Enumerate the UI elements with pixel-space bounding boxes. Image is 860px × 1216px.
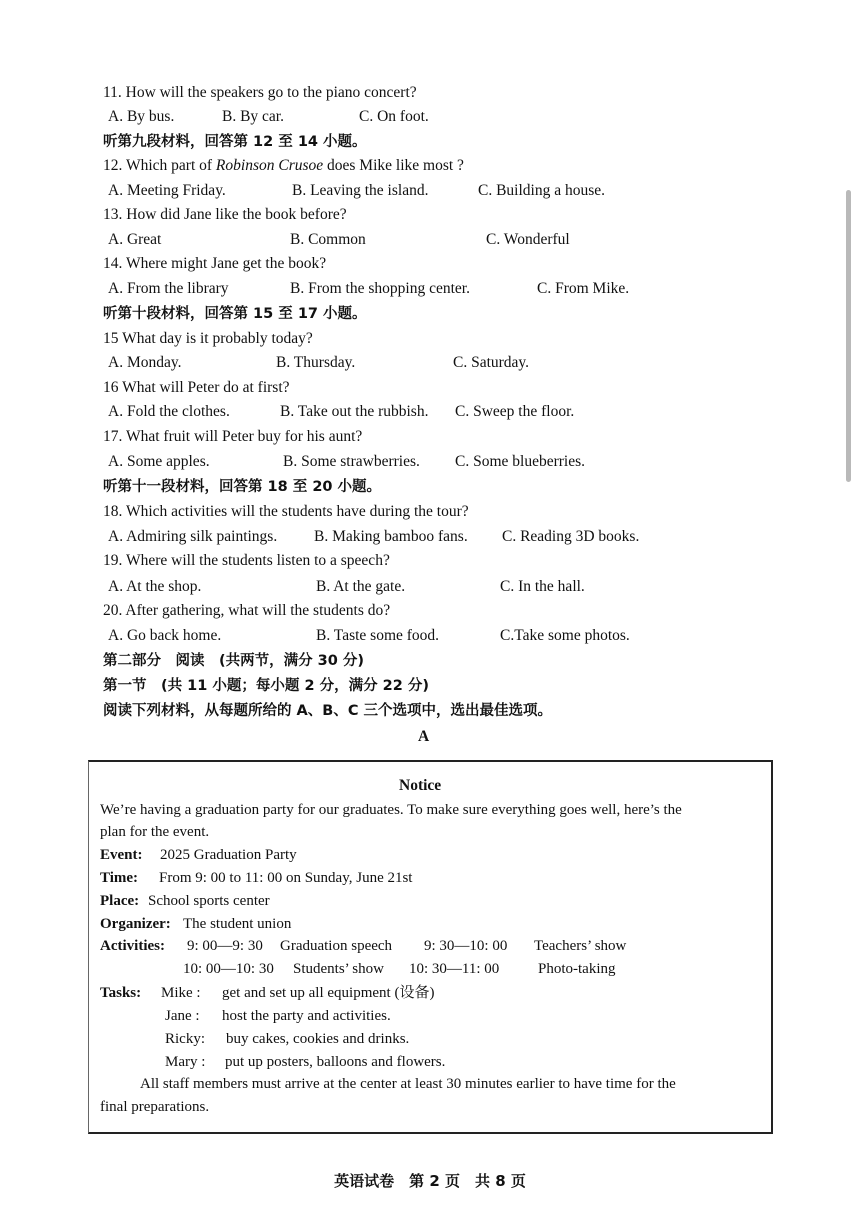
q20-option-c: C.Take some photos. [500,627,630,644]
question-11: 11. How will the speakers go to the piano concert? [103,84,417,101]
place-label: Place: [100,893,140,909]
instruction-section-9: 听第九段材料，回答第 12 至 14 小题。 [103,134,367,150]
activity-1-name: Graduation speech [280,938,393,954]
notice-intro-line1: We’re having a graduation party for our graduates. To make sure everything goes well, here’s the [100,802,682,818]
activity-2-time: 9: 30—10: 00 [424,938,508,954]
notice-closing-line2: final preparations. [100,1099,210,1115]
event-value: 2025 Graduation Party [160,847,297,863]
question-12 [103,156,464,176]
question-17: 17. What fruit will Peter buy for his aunt? [103,428,363,445]
activity-3-time: 10: 00—10: 30 [183,961,274,977]
q16-option-a: A. Fold the clothes. [108,403,230,420]
passage-label: A [418,728,430,745]
activity-4-name: Photo-taking [538,961,616,977]
event-label: Event: [100,847,143,863]
q19-option-c: C. In the hall. [500,578,585,595]
q16-option-b: B. Take out the rubbish. [280,403,429,420]
reading-instruction: 阅读下列材料，从每题所给的 A、B、C 三个选项中，选出最佳选项。 [103,703,553,719]
q15-option-a: A. Monday. [108,354,182,371]
q14-option-c: C. From Mike. [537,280,630,297]
q12-option-b: B. Leaving the island. [292,182,429,199]
q17-option-c: C. Some blueberries. [455,453,586,470]
q12-text-post: does Mike like most ? [323,157,464,174]
activity-4-time: 10: 30—11: 00 [409,961,500,977]
notice-title: Notice [399,777,442,794]
scrollbar-thumb[interactable] [846,190,851,482]
organizer-value: The student union [183,916,292,932]
question-15: 15 What day is it probably today? [103,330,313,347]
task-4-who: Mary : [165,1054,206,1070]
q18-option-b: B. Making bamboo fans. [314,528,468,545]
organizer-label: Organizer: [100,916,171,932]
part-2-title: 第二部分 阅读 (共两节，满分 30 分) [103,653,365,669]
q11-option-b: B. By car. [222,108,284,125]
notice-intro-line2: plan for the event. [100,824,210,840]
q19-option-b: B. At the gate. [316,578,406,595]
question-14: 14. Where might Jane get the book? [103,255,327,272]
task-3-who: Ricky: [165,1031,205,1047]
time-value: From 9: 00 to 11: 00 on Sunday, June 21st [159,870,413,886]
task-2-what: host the party and activities. [222,1008,391,1024]
q16-option-c: C. Sweep the floor. [455,403,575,420]
q17-option-b: B. Some strawberries. [283,453,420,470]
question-19: 19. Where will the students listen to a speech? [103,552,390,569]
q18-option-c: C. Reading 3D books. [502,528,640,545]
q12-option-c: C. Building a house. [478,182,606,199]
place-value: School sports center [148,893,270,909]
question-18: 18. Which activities will the students have during the tour? [103,503,469,520]
q15-option-b: B. Thursday. [276,354,356,371]
task-3-what: buy cakes, cookies and drinks. [226,1031,410,1047]
q20-option-a: A. Go back home. [108,627,222,644]
page-footer: 英语试卷 第 2 页 共 8 页 [334,1172,526,1190]
activity-2-name: Teachers’ show [534,938,627,954]
question-13: 13. How did Jane like the book before? [103,206,347,223]
activity-3-name: Students’ show [293,961,384,977]
task-1-who: Mike : [161,985,201,1001]
instruction-section-11: 听第十一段材料，回答第 18 至 20 小题。 [103,479,382,495]
q11-option-a: A. By bus. [108,108,175,125]
notice-closing-line1: All staff members must arrive at the center at least 30 minutes earlier to have time for the [140,1076,676,1092]
activity-1-time: 9: 00—9: 30 [187,938,263,954]
q12-text-pre: 12. Which part of [103,157,216,174]
q19-option-a: A. At the shop. [108,578,202,595]
question-16: 16 What will Peter do at first? [103,379,290,396]
q14-option-a: A. From the library [108,280,229,297]
activities-label: Activities: [100,938,165,954]
q13-option-a: A. Great [108,231,162,248]
section-1-title: 第一节 (共 11 小题；每小题 2 分，满分 22 分) [103,678,429,694]
instruction-section-10: 听第十段材料，回答第 15 至 17 小题。 [103,306,367,322]
task-1-what: get and set up all equipment (设备) [222,985,435,1001]
q14-option-b: B. From the shopping center. [290,280,470,297]
q12-book-title: Robinson Crusoe [215,157,324,174]
time-label: Time: [100,870,139,886]
q17-option-a: A. Some apples. [108,453,210,470]
task-4-what: put up posters, balloons and flowers. [225,1054,446,1070]
q11-option-c: C. On foot. [359,108,429,125]
q20-option-b: B. Taste some food. [316,627,440,644]
question-20: 20. After gathering, what will the students do? [103,602,391,619]
q12-option-a: A. Meeting Friday. [108,182,226,199]
q15-option-c: C. Saturday. [453,354,530,371]
tasks-label: Tasks: [100,985,142,1001]
q18-option-a: A. Admiring silk paintings. [108,528,278,545]
task-2-who: Jane : [165,1008,200,1024]
q13-option-b: B. Common [290,231,366,248]
q13-option-c: C. Wonderful [486,231,570,248]
